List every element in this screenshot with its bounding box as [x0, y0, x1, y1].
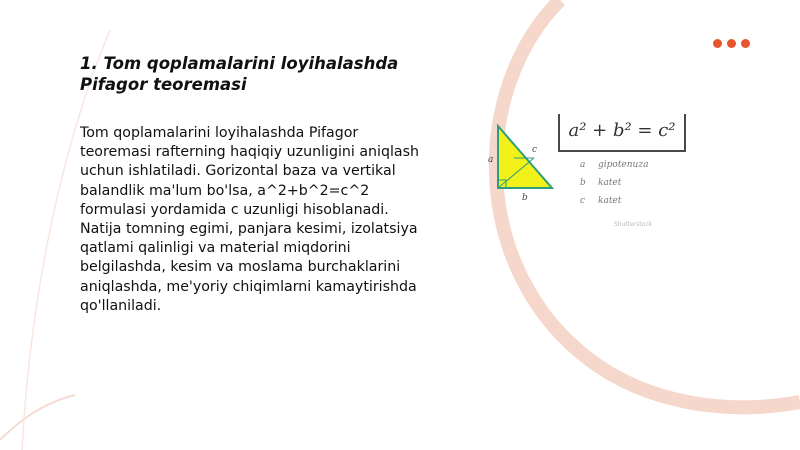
decorative-dots	[713, 39, 750, 48]
image-caption: Shutterstock	[614, 221, 653, 228]
triangle-label-b: b	[522, 193, 528, 203]
legend-item	[580, 160, 648, 170]
triangle-label-a: a	[488, 155, 494, 165]
pythagorean-figure	[486, 100, 740, 240]
decorative-arc-small	[0, 395, 75, 440]
legend-symbol: b	[580, 178, 586, 188]
triangle-label-c: c	[532, 145, 538, 155]
pythagorean-formula: a² + b² = c²	[558, 114, 686, 152]
slide-body-text: Tom qoplamalarini loyihalashda Pifagor teoremasi rafterning haqiqiy uzunligini aniqlash uchun ishlatiladi. Gorizontal baza va vertikal balandlik ma'lum bo'lsa, a^2+b^2=c^2 formulasi yordamida c uzunligi hisoblanadi. Natija tomning egimi, panjara kesimi, izolatsiya qatlami qalinligi va material miqdorini belgilashda, kesim va moslama burchaklarini aniqlashda, me'yoriy chiqimlarni kamaytirishda qo'llaniladi.	[80, 125, 420, 314]
triangle-shape	[498, 126, 552, 188]
dot-icon	[741, 39, 750, 48]
legend-text: katet	[598, 178, 622, 188]
legend-text: katet	[598, 196, 622, 206]
dot-icon	[727, 39, 736, 48]
legend-item	[580, 196, 621, 206]
legend-symbol: c	[580, 196, 586, 206]
legend-item	[580, 178, 621, 188]
legend-symbol: a	[580, 160, 586, 170]
slide-title: 1. Tom qoplamalarini loyihalashda Pifagor teoremasi	[80, 54, 399, 94]
legend-text: gipotenuza	[598, 160, 649, 170]
dot-icon	[713, 39, 722, 48]
